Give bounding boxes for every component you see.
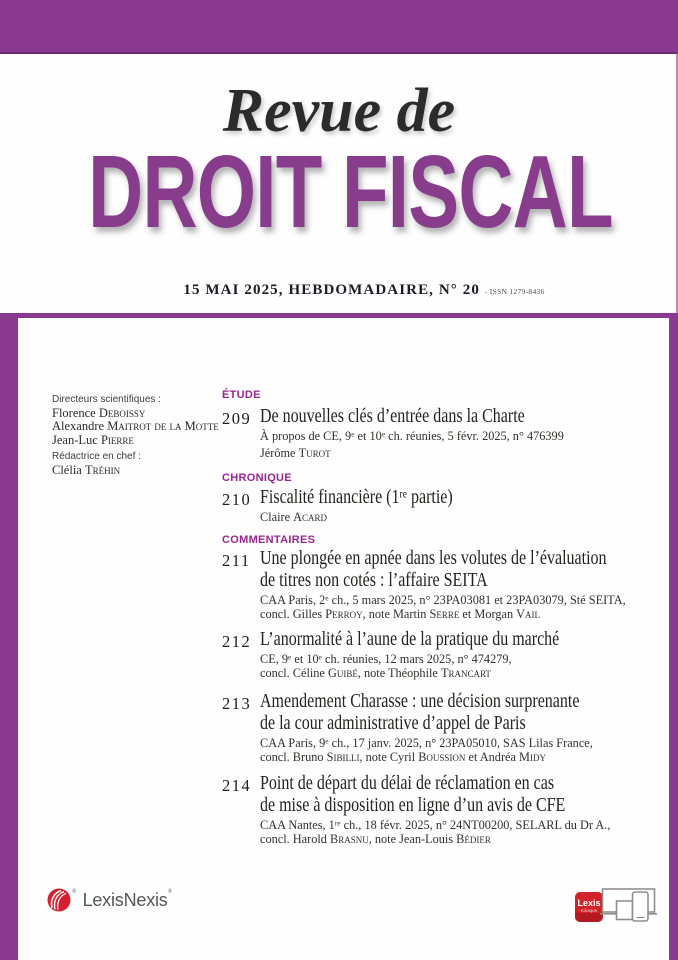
section-label-etude: ÉTUDE — [222, 389, 261, 401]
entry-number: 214 — [222, 776, 252, 795]
entry-details: À propos de CE, 9e et 10e ch. réunies, 5 févr. 2025, n° 476399 Jérôme Turot — [260, 430, 672, 460]
entry-number: 212 — [222, 632, 252, 651]
kiosque-badge-line1: Lexis — [577, 898, 601, 908]
entry-author: concl. Gilles Perroy, note Martin Serre et Morgan Vail — [260, 606, 541, 621]
entry-title: Fiscalité financière (1re partie) — [260, 486, 453, 508]
top-purple-band — [0, 0, 678, 54]
section-label-commentaires: COMMENTAIRES — [222, 534, 316, 546]
toc-entry-214 — [222, 772, 672, 846]
entry-author: Claire Acard — [260, 510, 328, 524]
devices-icon — [600, 885, 662, 925]
entry-details — [260, 511, 672, 525]
entry-number: 210 — [222, 490, 252, 509]
staff-name: Alexandre Maitrot de la Motte — [52, 419, 219, 433]
entry-number: 213 — [222, 694, 252, 713]
toc-entry-210 — [222, 486, 672, 525]
entry-details: CE, 9e et 10e ch. réunies, 12 mars 2025, n° 474279, concl. Céline Guibé, note Théophile Trancart — [260, 653, 672, 680]
entry-number: 209 — [222, 409, 252, 428]
staff-name: Clélia Tréhin — [52, 462, 121, 477]
entry-author: concl. Céline Guibé, note Théophile Trancart — [260, 665, 491, 680]
journal-pretitle: Revue de — [222, 77, 456, 145]
entry-number: 211 — [222, 551, 251, 570]
lexisnexis-logo — [46, 887, 172, 913]
staff-name: Jean-Luc Pierre — [52, 432, 134, 447]
registered-mark: ® — [72, 889, 77, 895]
entry-details: CAA Nantes, 1re ch., 18 févr. 2025, n° 24NT00200, SELARL du Dr A., concl. Harold Brasnu, note Jean-Louis Bédier — [260, 819, 672, 846]
issue-line: 15 MAI 2025, HEBDOMADAIRE, N° 20 - ISSN 1279-8436 — [183, 282, 545, 298]
toc-entry-211 — [222, 547, 672, 621]
entry-title: Amendement Charasse : une décision surprenante de la cour administrative d’appel de Paris — [260, 690, 580, 734]
entry-title: L’anormalité à l’aune de la pratique du marché — [260, 628, 560, 650]
toc-entry-209 — [222, 405, 672, 460]
kiosque-badge-line2: Kiosque — [580, 908, 598, 913]
staff-role-editor: Rédactrice en chef : — [52, 451, 141, 462]
toc-entry-212 — [222, 628, 672, 680]
staff-credits — [52, 393, 230, 477]
entry-author: Jérôme Turot — [260, 445, 331, 460]
entry-author: concl. Bruno Sibilli, note Cyril Boussion et Andréa Midy — [260, 749, 546, 764]
entry-title: Point de départ du délai de réclamation en cas de mise à disposition en ligne d’un avis de CFE — [260, 772, 566, 816]
journal-title: DROIT FISCAL — [88, 134, 613, 249]
left-purple-bar — [0, 313, 18, 960]
entry-title: Une plongée en apnée dans les volutes de l’évaluation de titres non cotés : l’affaire SEITA — [260, 547, 607, 591]
horizontal-rule — [0, 313, 678, 318]
lexisnexis-wordmark: LexisNexis — [82, 890, 168, 910]
entry-author: concl. Harold Brasnu, note Jean-Louis Bédier — [260, 831, 491, 846]
staff-name: Florence Deboissy — [52, 405, 146, 420]
issue-date-number: 15 MAI 2025, HEBDOMADAIRE, N° 20 — [183, 282, 480, 298]
staff-role-directors: Directeurs scientifiques : — [52, 394, 161, 405]
lexis-kiosque-badge — [575, 892, 603, 922]
lexisnexis-flame-icon — [46, 887, 72, 913]
entry-details: CAA Paris, 2e ch., 5 mars 2025, n° 23PA03081 et 23PA03079, Sté SEITA, concl. Gilles Perroy, note Martin Serre et Morgan Vail — [260, 594, 672, 621]
entry-title: De nouvelles clés d’entrée dans la Charte — [260, 405, 525, 427]
section-label-chronique: CHRONIQUE — [222, 472, 292, 484]
entry-details: CAA Paris, 9e ch., 17 janv. 2025, n° 23PA05010, SAS Lilas France, concl. Bruno Sibilli, note Cyril Boussion et Andréa Midy — [260, 737, 672, 764]
toc-entry-213 — [222, 690, 672, 764]
registered-mark: ® — [167, 889, 173, 895]
